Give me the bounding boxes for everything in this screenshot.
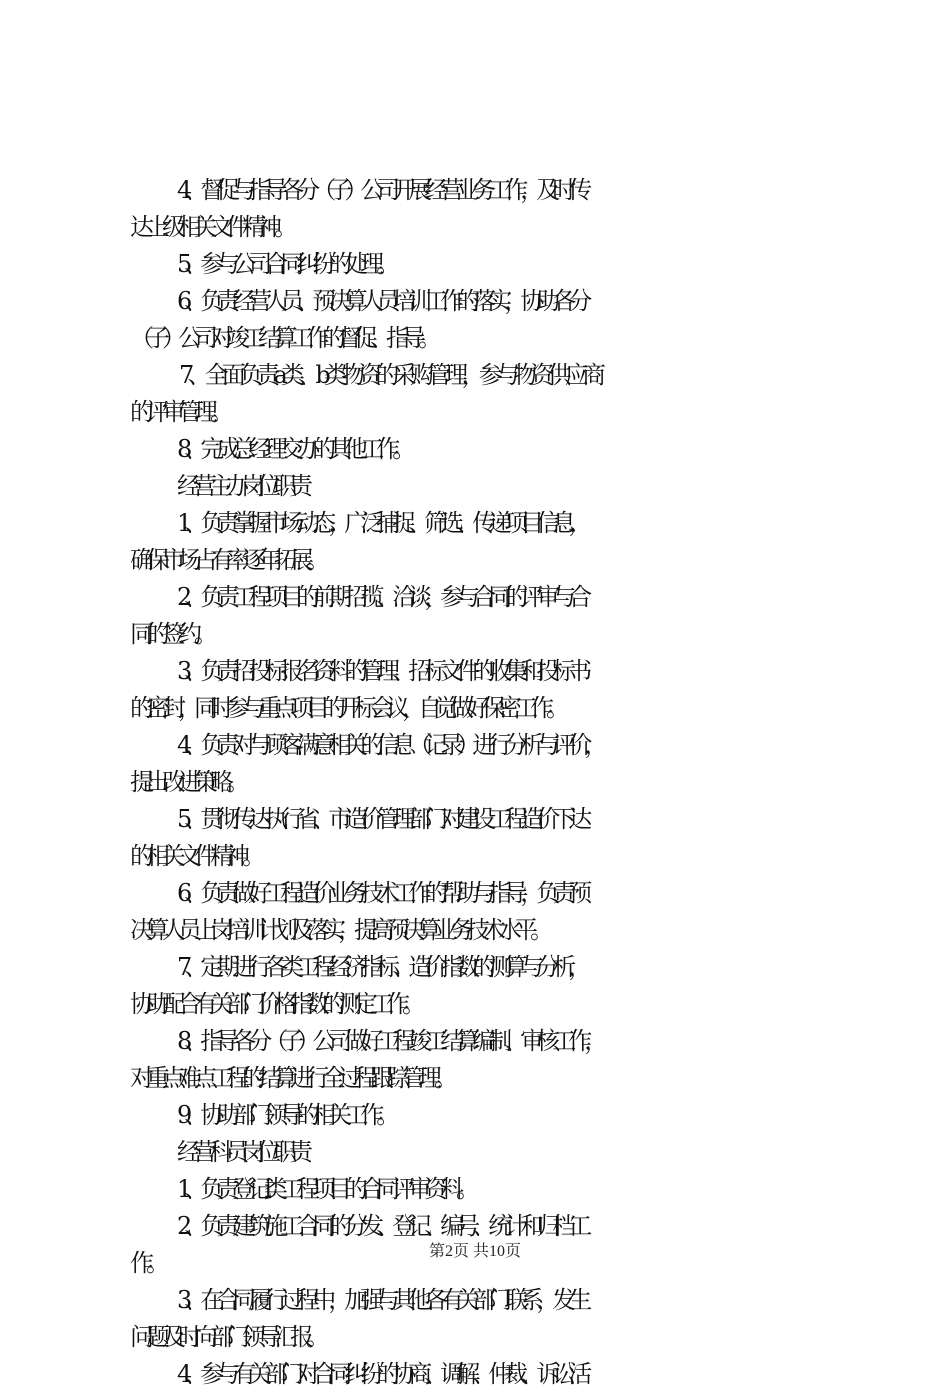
text-line: 的密封，同时参与重点项目的开标会议，自觉做好保密工作。 bbox=[130, 694, 562, 722]
text-line: 的评审管理。 bbox=[130, 398, 226, 426]
text-line: 3、在合同履行过程中，加强与其他各有关部门联系，发生 bbox=[177, 1286, 585, 1314]
text-line: 4、参与有关部门对合同纠纷的协商、调解、仲裁、诉讼活 bbox=[177, 1360, 585, 1388]
text-line: 作。 bbox=[130, 1249, 162, 1277]
text-line: 8、指导各分（子）公司做好工程竣工结算编制、审核工作， bbox=[177, 1027, 601, 1055]
text-line: 8、完成总经理交办的其他工作。 bbox=[177, 435, 409, 463]
text-line: 7、全面负责a类、b类物资的采购管理，参与物资供应商 bbox=[179, 361, 600, 389]
text-line: 5、参与公司合同纠纷的处理。 bbox=[177, 250, 393, 278]
text-line: 4、督促与指导各分（子）公司开展经营业务工作，及时传 bbox=[177, 176, 585, 204]
text-line: 协助配合有关部门价格指数的测定工作。 bbox=[130, 990, 418, 1018]
text-line: 4、负责对与顾客满意相关的信息（记录）进行分析与评价， bbox=[177, 731, 601, 759]
text-line: 3、负责招投标报名资料的管理、招标文件的收集和投标书 bbox=[177, 657, 585, 685]
text-line: 问题及时向部门领导汇报。 bbox=[130, 1323, 322, 1351]
text-line: 6、负责经营人员、预决算人员培训工作的落实，协助各分 bbox=[177, 287, 585, 315]
text-line: （子）公司对竣工结算工作的督促、指导。 bbox=[130, 324, 434, 352]
text-line: 的相关文件精神。 bbox=[130, 842, 258, 870]
text-line: 决算人员上岗培训计划及落实，提高预决算业务技术水平。 bbox=[130, 916, 546, 944]
section-heading: 经营主办岗位职责 bbox=[177, 472, 305, 500]
text-line: 2、负责建筑施工合同的分发、登记、编号、统计和归档工 bbox=[177, 1212, 585, 1240]
text-line: 5、贯彻传达执行省、市造价管理部门对建设工程造价下达 bbox=[177, 805, 585, 833]
text-line: 7、定期进行各类工程经济指标、造价指数的测算与分析， bbox=[177, 953, 585, 981]
text-line: 确保市场占有率逐年拓展。 bbox=[130, 546, 322, 574]
text-line: 同的签约。 bbox=[130, 620, 210, 648]
text-line: 2、负责工程项目的前期招揽、洽谈，参与合同的评审与合 bbox=[177, 583, 585, 611]
page-number-footer: 第2页 共10页 bbox=[428, 1243, 521, 1260]
section-heading: 经营科员岗位职责 bbox=[177, 1138, 305, 1166]
text-line: 提出改进策略。 bbox=[130, 768, 242, 796]
text-line: 1、负责掌握市场动态，广泛捕捉、筛选、传递项目信息， bbox=[177, 509, 585, 537]
document-body bbox=[130, 172, 842, 1393]
text-line: 1、负责登记i类工程项目的合同评审资料。 bbox=[177, 1175, 472, 1203]
text-line: 对重点难点工程的结算进行全过程跟踪管理。 bbox=[130, 1064, 450, 1092]
text-line: 6、负责做好工程造价业务技术工作的帮助与指导，负责预 bbox=[177, 879, 585, 907]
text-line: 9、协助部门领导的相关工作。 bbox=[177, 1101, 393, 1129]
text-line: 达上级相关文件精神。 bbox=[130, 213, 290, 241]
